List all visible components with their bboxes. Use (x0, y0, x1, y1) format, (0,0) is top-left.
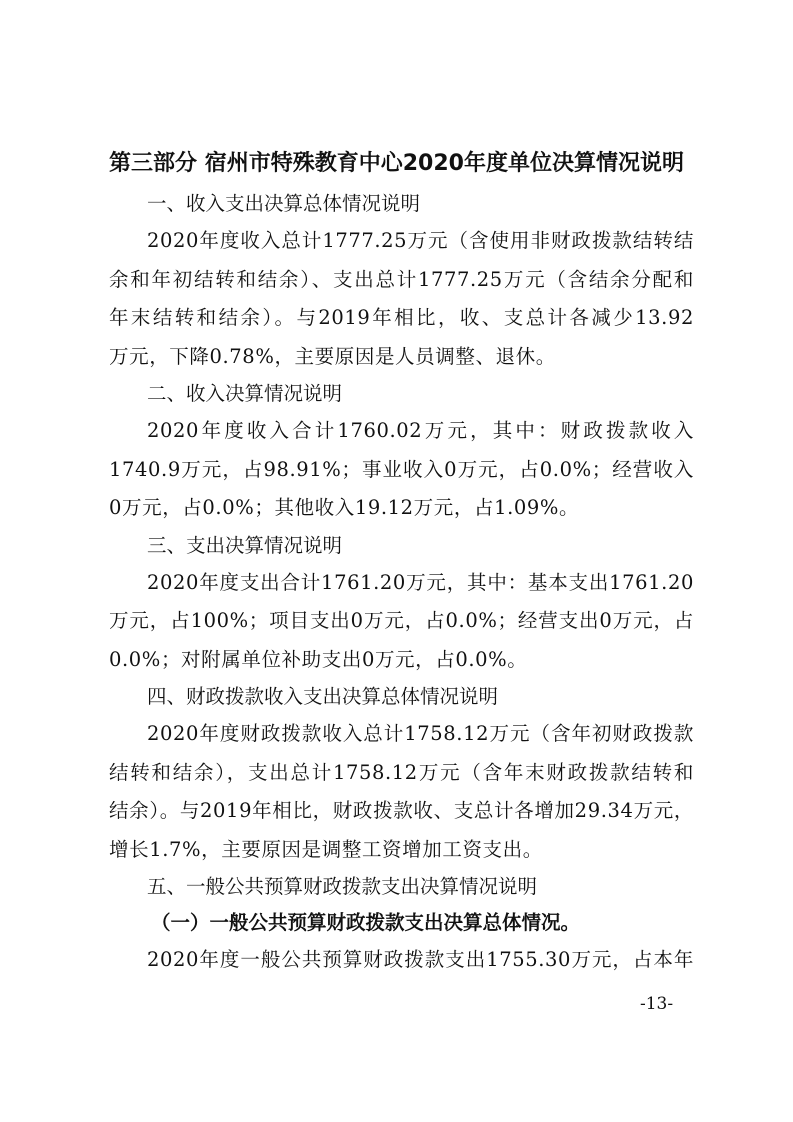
subsection-heading: （一）一般公共预算财政拨款支出决算总体情况。 (151, 911, 581, 934)
paragraph-line: 2020年度收入总计1777.25万元（含使用非财政拨款结转结 (147, 229, 694, 252)
paragraph-line: 余和年初结转和结余）、支出总计1777.25万元（含结余分配和 (109, 267, 694, 291)
page-number: -13- (640, 994, 674, 1014)
page-title: 第三部分 宿州市特殊教育中心2020年度单位决算情况说明 (109, 151, 684, 176)
section-heading-3: 三、支出决算情况说明 (147, 533, 343, 557)
paragraph-line: 2020年度财政拨款收入总计1758.12万元（含年初财政拨款 (147, 722, 694, 745)
paragraph-line: 结转和结余），支出总计1758.12万元（含年末财政拨款结转和 (109, 760, 694, 784)
paragraph-line: 0.0%；对附属单位补助支出0万元，占0.0%。 (109, 647, 528, 671)
paragraph-line: 2020年度一般公共预算财政拨款支出1755.30万元，占本年 (147, 948, 694, 971)
paragraph-line: 0万元，占0.0%；其他收入19.12万元，占1.09%。 (109, 496, 580, 519)
section-paragraph-2 (109, 412, 694, 528)
paragraph-line: 2020年度收入合计1760.02万元，其中：财政拨款收入 (147, 419, 694, 442)
section-heading-5: 五、一般公共预算财政拨款支出决算情况说明 (147, 875, 538, 898)
paragraph-line: 结余）。与2019年相比，财政拨款收、支总计各增加29.34万元， (109, 799, 694, 822)
section-paragraph-1 (109, 222, 694, 376)
paragraph-line: 万元，占100%；项目支出0万元，占0.0%；经营支出0万元，占 (109, 609, 694, 632)
section-paragraph-4 (109, 715, 694, 869)
paragraph-line: 2020年度支出合计1761.20万元，其中：基本支出1761.20 (147, 570, 694, 594)
paragraph-line: 增长1.7%，主要原因是调整工资增加工资支出。 (109, 837, 543, 861)
paragraph-line: 年末结转和结余）。与2019年相比，收、支总计各减少13.92 (109, 306, 694, 329)
document-body (109, 186, 694, 980)
paragraph-line: 1740.9万元，占98.91%；事业收入0万元，占0.0%；经营收入 (109, 457, 694, 481)
section-heading-4: 四、财政拨款收入支出决算总体情况说明 (147, 685, 499, 708)
section-heading-1: 一、收入支出决算总体情况说明 (147, 192, 421, 215)
section-paragraph-5 (109, 941, 694, 980)
section-paragraph-3 (109, 564, 694, 680)
section-heading-2: 二、收入决算情况说明 (147, 382, 343, 405)
paragraph-line: 万元，下降0.78%，主要原因是人员调整、退休。 (109, 344, 556, 368)
